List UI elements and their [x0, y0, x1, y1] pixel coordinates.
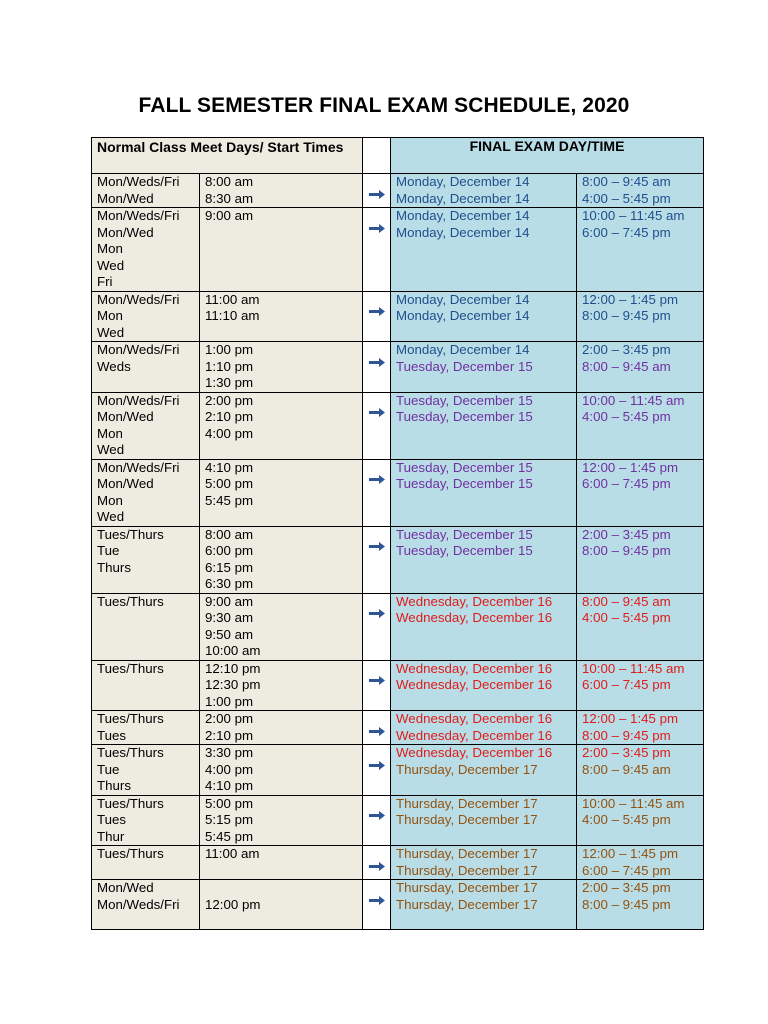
start-times-cell [200, 526, 363, 593]
page-title: FALL SEMESTER FINAL EXAM SCHEDULE, 2020 [138, 94, 630, 117]
class-days-cell [92, 459, 200, 526]
start-time: 3:30 pm [205, 745, 254, 760]
start-time: 4:00 pm [205, 761, 254, 777]
class-days-cell [92, 795, 200, 846]
start-time: 10:00 am [205, 643, 261, 658]
exam-time: 8:00 – 9:45 am [582, 174, 671, 189]
start-times-cell [200, 291, 363, 342]
exam-day: Monday, December 14 [396, 174, 530, 189]
exam-time: 8:00 – 9:45 pm [582, 896, 671, 912]
exam-day: Monday, December 14 [396, 291, 530, 307]
class-days: Tues/Thurs [97, 593, 164, 609]
start-time: 4:10 pm [205, 459, 254, 475]
exam-time: 2:00 – 3:45 pm [582, 526, 671, 542]
class-days: Wed [97, 324, 125, 340]
class-days: Weds [97, 358, 131, 374]
start-time: 6:15 pm [205, 559, 254, 575]
exam-time: 4:00 – 5:45 pm [582, 812, 671, 827]
table-row [92, 711, 704, 745]
start-time [205, 880, 357, 897]
exam-time-cell [577, 526, 704, 593]
right-arrow-icon [369, 475, 385, 484]
class-days: Tues/Thurs [97, 526, 164, 542]
right-arrow-icon [369, 358, 385, 367]
class-days-cell [92, 174, 200, 208]
exam-day-cell [391, 459, 577, 526]
start-times-cell [200, 745, 363, 796]
schedule-body [92, 138, 704, 930]
start-time: 6:30 pm [205, 576, 254, 591]
class-days-cell [92, 846, 200, 880]
class-days: Mon [97, 492, 123, 508]
class-days: Tues [97, 812, 127, 827]
start-time: 2:10 pm [205, 727, 254, 743]
right-arrow-icon [369, 862, 385, 871]
exam-schedule-table [91, 137, 704, 930]
arrow-cell [363, 526, 391, 593]
right-arrow-icon [369, 408, 385, 417]
exam-day-cell [391, 660, 577, 711]
exam-day: Tuesday, December 15 [396, 409, 533, 424]
class-days-cell [92, 208, 200, 292]
class-days: Mon [97, 308, 123, 323]
class-days-cell [92, 342, 200, 393]
class-days-cell [92, 291, 200, 342]
exam-time: 8:00 – 9:45 pm [582, 543, 671, 558]
exam-time: 12:00 – 1:45 pm [582, 459, 679, 475]
exam-time: 4:00 – 5:45 pm [582, 610, 671, 625]
exam-day-cell [391, 208, 577, 292]
start-time: 11:00 am [205, 291, 260, 307]
table-row [92, 392, 704, 459]
class-days-cell [92, 880, 200, 930]
class-days: Mon/Weds/Fri [97, 174, 180, 189]
arrow-cell [363, 342, 391, 393]
start-times-cell [200, 208, 363, 292]
table-row [92, 795, 704, 846]
class-days: Tues/Thurs [97, 745, 164, 760]
exam-day: Thursday, December 17 [396, 880, 538, 895]
class-days-cell [92, 593, 200, 660]
table-row [92, 459, 704, 526]
exam-time-cell [577, 392, 704, 459]
exam-day-cell [391, 795, 577, 846]
exam-time-cell [577, 745, 704, 796]
class-days: Wed [97, 257, 125, 273]
table-row [92, 880, 704, 930]
arrow-cell [363, 880, 391, 930]
start-times-cell [200, 795, 363, 846]
table-row [92, 660, 704, 711]
exam-day: Wednesday, December 16 [396, 610, 553, 625]
exam-time: 12:00 – 1:45 pm [582, 291, 679, 307]
header-final-exam: FINAL EXAM DAY/TIME [391, 138, 704, 174]
start-time: 2:00 pm [205, 711, 254, 726]
class-days: Mon/Wed [97, 190, 154, 206]
exam-time: 10:00 – 11:45 am [582, 795, 685, 811]
right-arrow-icon [369, 190, 385, 199]
right-arrow-icon [369, 727, 385, 736]
start-time: 9:30 am [205, 610, 254, 625]
class-days: Wed [97, 442, 125, 457]
table-row [92, 745, 704, 796]
class-days-cell [92, 711, 200, 745]
exam-day: Tuesday, December 15 [396, 459, 533, 475]
exam-time: 10:00 – 11:45 am [582, 392, 685, 408]
class-days: Mon/Weds/Fri [97, 896, 180, 912]
start-time: 9:00 am [205, 208, 254, 223]
exam-time: 12:00 – 1:45 pm [582, 846, 679, 861]
exam-time: 8:00 – 9:45 am [582, 593, 671, 609]
class-days: Mon/Weds/Fri [97, 342, 180, 357]
exam-time: 10:00 – 11:45 am [582, 660, 685, 676]
exam-day-cell [391, 342, 577, 393]
start-time: 8:00 am [205, 526, 254, 542]
class-days: Thurs [97, 778, 131, 793]
exam-time-cell [577, 593, 704, 660]
exam-day: Monday, December 14 [396, 342, 530, 357]
exam-day: Wednesday, December 16 [396, 593, 553, 609]
class-days: Mon/Weds/Fri [97, 208, 180, 223]
arrow-cell [363, 795, 391, 846]
exam-time: 6:00 – 7:45 pm [582, 862, 671, 878]
exam-day-cell [391, 392, 577, 459]
exam-time: 10:00 – 11:45 am [582, 208, 685, 223]
header-spacer [363, 138, 391, 174]
start-time: 9:00 am [205, 593, 254, 609]
exam-day: Thursday, December 17 [396, 896, 538, 912]
start-time: 5:00 pm [205, 476, 254, 491]
exam-day-cell [391, 174, 577, 208]
table-row [92, 174, 704, 208]
exam-day: Tuesday, December 15 [396, 358, 533, 374]
start-time: 5:45 pm [205, 828, 254, 844]
exam-time-cell [577, 291, 704, 342]
exam-day: Tuesday, December 15 [396, 476, 533, 491]
start-time: 2:10 pm [205, 409, 254, 424]
start-time: 1:10 pm [205, 358, 254, 374]
start-time: 12:30 pm [205, 677, 261, 692]
exam-time-cell [577, 208, 704, 292]
exam-time-cell [577, 342, 704, 393]
table-row [92, 593, 704, 660]
start-time: 8:00 am [205, 174, 254, 189]
start-times-cell [200, 660, 363, 711]
arrow-cell [363, 208, 391, 292]
class-days: Mon [97, 425, 123, 441]
start-time: 9:50 am [205, 626, 254, 642]
exam-day: Monday, December 14 [396, 208, 530, 223]
exam-time: 8:00 – 9:45 pm [582, 727, 671, 743]
class-days: Mon/Wed [97, 476, 154, 491]
class-days: Tues/Thurs [97, 846, 164, 861]
exam-day: Wednesday, December 16 [396, 711, 553, 726]
start-times-cell [200, 459, 363, 526]
class-days: Mon [97, 241, 123, 256]
start-time: 1:30 pm [205, 375, 254, 390]
start-time: 8:30 am [205, 190, 254, 206]
arrow-cell [363, 392, 391, 459]
exam-time: 12:00 – 1:45 pm [582, 711, 679, 726]
exam-day: Wednesday, December 16 [396, 660, 553, 676]
start-time: 5:45 pm [205, 492, 254, 508]
arrow-cell [363, 593, 391, 660]
arrow-cell [363, 291, 391, 342]
exam-time-cell [577, 711, 704, 745]
class-days: Wed [97, 509, 125, 524]
exam-time: 6:00 – 7:45 pm [582, 476, 671, 491]
table-row [92, 342, 704, 393]
start-times-cell [200, 392, 363, 459]
class-days: Tue [97, 761, 120, 777]
exam-day-cell [391, 880, 577, 930]
exam-day: Wednesday, December 16 [396, 727, 553, 743]
class-days: Tues [97, 727, 127, 743]
start-times-cell [200, 846, 363, 880]
exam-day-cell [391, 291, 577, 342]
exam-day: Wednesday, December 16 [396, 677, 553, 692]
start-time: 1:00 pm [205, 342, 254, 357]
class-days: Thurs [97, 559, 131, 575]
exam-day-cell [391, 846, 577, 880]
exam-time: 6:00 – 7:45 pm [582, 224, 671, 240]
class-days: Thur [97, 828, 125, 844]
start-time: 4:00 pm [205, 425, 254, 441]
start-time: 12:10 pm [205, 660, 261, 676]
right-arrow-icon [369, 542, 385, 551]
start-time: 1:00 pm [205, 693, 254, 709]
class-days: Mon/Wed [97, 224, 154, 240]
exam-time: 2:00 – 3:45 pm [582, 342, 671, 357]
start-time: 12:00 pm [205, 896, 261, 912]
exam-time-cell [577, 174, 704, 208]
right-arrow-icon [369, 224, 385, 233]
class-days-cell [92, 526, 200, 593]
exam-day: Monday, December 14 [396, 224, 530, 240]
header-row [92, 138, 704, 174]
arrow-cell [363, 745, 391, 796]
table-row [92, 526, 704, 593]
exam-day-cell [391, 711, 577, 745]
exam-day: Thursday, December 17 [396, 846, 538, 861]
arrow-cell [363, 846, 391, 880]
exam-day: Monday, December 14 [396, 190, 530, 206]
exam-day: Thursday, December 17 [396, 761, 538, 777]
header-class-meet-times: Normal Class Meet Days/ Start Times [92, 138, 363, 174]
exam-time-cell [577, 459, 704, 526]
exam-time-cell [577, 846, 704, 880]
class-days-cell [92, 745, 200, 796]
exam-day: Thursday, December 17 [396, 812, 538, 827]
class-days: Mon/Weds/Fri [97, 291, 180, 307]
right-arrow-icon [369, 896, 385, 905]
table-row [92, 846, 704, 880]
start-times-cell [200, 880, 363, 930]
right-arrow-icon [369, 676, 385, 685]
right-arrow-icon [369, 609, 385, 618]
exam-day: Wednesday, December 16 [396, 745, 553, 760]
arrow-cell [363, 459, 391, 526]
class-days: Tues/Thurs [97, 660, 164, 676]
right-arrow-icon [369, 307, 385, 316]
right-arrow-icon [369, 761, 385, 770]
exam-time: 2:00 – 3:45 pm [582, 880, 671, 895]
class-days-cell [92, 392, 200, 459]
class-days: Fri [97, 274, 113, 289]
exam-day-cell [391, 745, 577, 796]
start-time: 2:00 pm [205, 392, 254, 408]
class-days: Mon/Weds/Fri [97, 459, 180, 475]
exam-time: 6:00 – 7:45 pm [582, 677, 671, 692]
right-arrow-icon [369, 811, 385, 820]
exam-time: 8:00 – 9:45 am [582, 358, 671, 374]
class-days: Mon/Wed [97, 880, 154, 895]
table-row [92, 208, 704, 292]
class-days: Tues/Thurs [97, 711, 164, 726]
exam-day: Thursday, December 17 [396, 862, 538, 878]
exam-day: Tuesday, December 15 [396, 543, 533, 558]
arrow-cell [363, 174, 391, 208]
start-time: 11:10 am [205, 308, 260, 323]
exam-day: Thursday, December 17 [396, 795, 538, 811]
start-times-cell [200, 342, 363, 393]
exam-time: 4:00 – 5:45 pm [582, 190, 671, 206]
start-time: 4:10 pm [205, 778, 254, 793]
exam-time: 8:00 – 9:45 pm [582, 308, 671, 323]
arrow-cell [363, 711, 391, 745]
class-days: Mon/Weds/Fri [97, 392, 180, 408]
start-time: 5:15 pm [205, 812, 254, 827]
start-times-cell [200, 593, 363, 660]
exam-time: 4:00 – 5:45 pm [582, 409, 671, 424]
exam-day: Tuesday, December 15 [396, 526, 533, 542]
class-days: Mon/Wed [97, 409, 154, 424]
exam-day: Tuesday, December 15 [396, 392, 533, 408]
exam-day-cell [391, 593, 577, 660]
exam-time: 8:00 – 9:45 am [582, 761, 671, 777]
exam-time-cell [577, 880, 704, 930]
start-time: 6:00 pm [205, 543, 254, 558]
exam-day-cell [391, 526, 577, 593]
start-time: 5:00 pm [205, 795, 254, 811]
exam-time-cell [577, 660, 704, 711]
exam-time: 2:00 – 3:45 pm [582, 745, 671, 760]
arrow-cell [363, 660, 391, 711]
class-days-cell [92, 660, 200, 711]
start-times-cell [200, 711, 363, 745]
class-days: Tue [97, 543, 120, 558]
start-times-cell [200, 174, 363, 208]
exam-day: Monday, December 14 [396, 308, 530, 323]
table-row [92, 291, 704, 342]
start-time: 11:00 am [205, 846, 260, 861]
exam-time-cell [577, 795, 704, 846]
class-days: Tues/Thurs [97, 795, 164, 811]
